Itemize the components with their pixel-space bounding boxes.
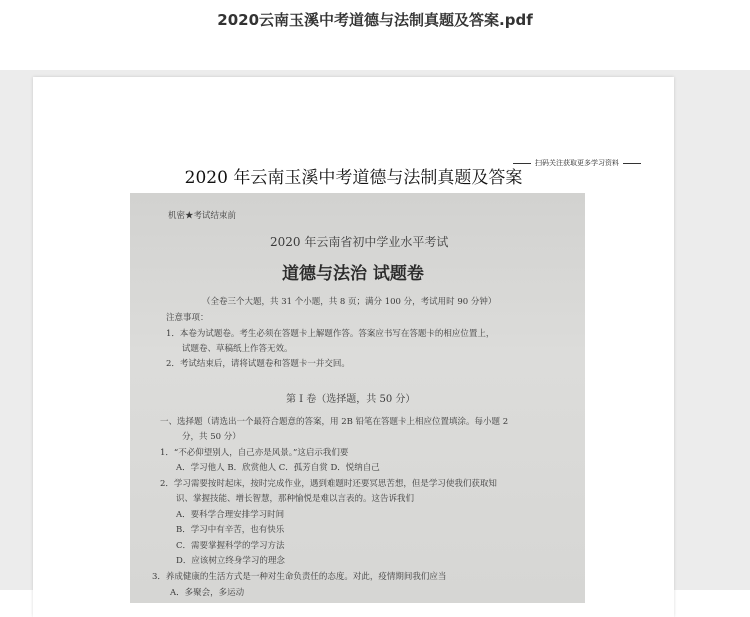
question-1-options: A．学习他人 B．欣赏他人 C．孤芳自赏 D．悦纳自己 <box>176 463 380 473</box>
question-2: 2．学习需要按时起床，按时完成作业，遇到难题时还要冥思苦想，但是学习使我们获取知 <box>160 479 497 489</box>
title-bar <box>0 0 750 70</box>
notice-1-cont: 试题卷、草稿纸上作答无效。 <box>182 344 293 354</box>
exam-scope: （全卷三个大题，共 31 个小题，共 8 页；满分 100 分，考试用时 90 分钟） <box>202 297 497 307</box>
question-section-heading: 一、选择题（请选出一个最符合题意的答案，用 2B 铅笔在答题卡上相应位置填涂。每小题 2 <box>160 417 509 427</box>
question-1: 1．“不必仰望别人，自己亦是风景。”这启示我们要 <box>160 448 349 458</box>
part-1-heading: 第 I 卷（选择题，共 50 分） <box>286 394 416 405</box>
pdf-page <box>33 77 674 617</box>
question-2-option-d: D．应该树立终身学习的理念 <box>176 556 285 566</box>
question-2-option-c: C．需要掌握科学的学习方法 <box>176 541 285 551</box>
question-3: 3．养成健康的生活方式是一种对生命负责任的态度。对此，疫情期间我们应当 <box>152 572 447 582</box>
exam-title: 2020 年云南省初中学业水平考试 <box>270 235 449 249</box>
notice-2: 2．考试结束后，请将试题卷和答题卡一并交回。 <box>166 359 350 369</box>
page-heading: 2020 年云南玉溪中考道德与法制真题及答案 <box>184 168 523 188</box>
pdf-viewer[interactable] <box>0 70 750 598</box>
question-2-option-b: B．学习中有辛苦，也有快乐 <box>176 525 285 535</box>
notice-1: 1．本卷为试题卷。考生必须在答题卡上解题作答。答案应书写在答题卡的相应位置上， <box>166 329 495 339</box>
question-section-heading-cont: 分，共 50 分） <box>182 432 241 442</box>
secret-label: 机密★考试结束前 <box>168 211 237 221</box>
question-2-option-a: A．要科学合理安排学习时间 <box>176 510 285 520</box>
question-3-option-a: A．多聚会，多运动 <box>170 588 245 598</box>
document-title: 2020云南玉溪中考道德与法制真题及答案.pdf <box>217 11 533 29</box>
header-note-text: 扫码关注获取更多学习资料 <box>535 159 619 167</box>
notice-heading: 注意事项： <box>166 313 209 323</box>
scanned-exam-image <box>130 193 585 603</box>
subject-title: 道德与法治 试题卷 <box>282 264 424 284</box>
question-2-cont: 识、掌握技能、增长智慧，那种愉悦是难以言表的。这告诉我们 <box>176 494 415 504</box>
